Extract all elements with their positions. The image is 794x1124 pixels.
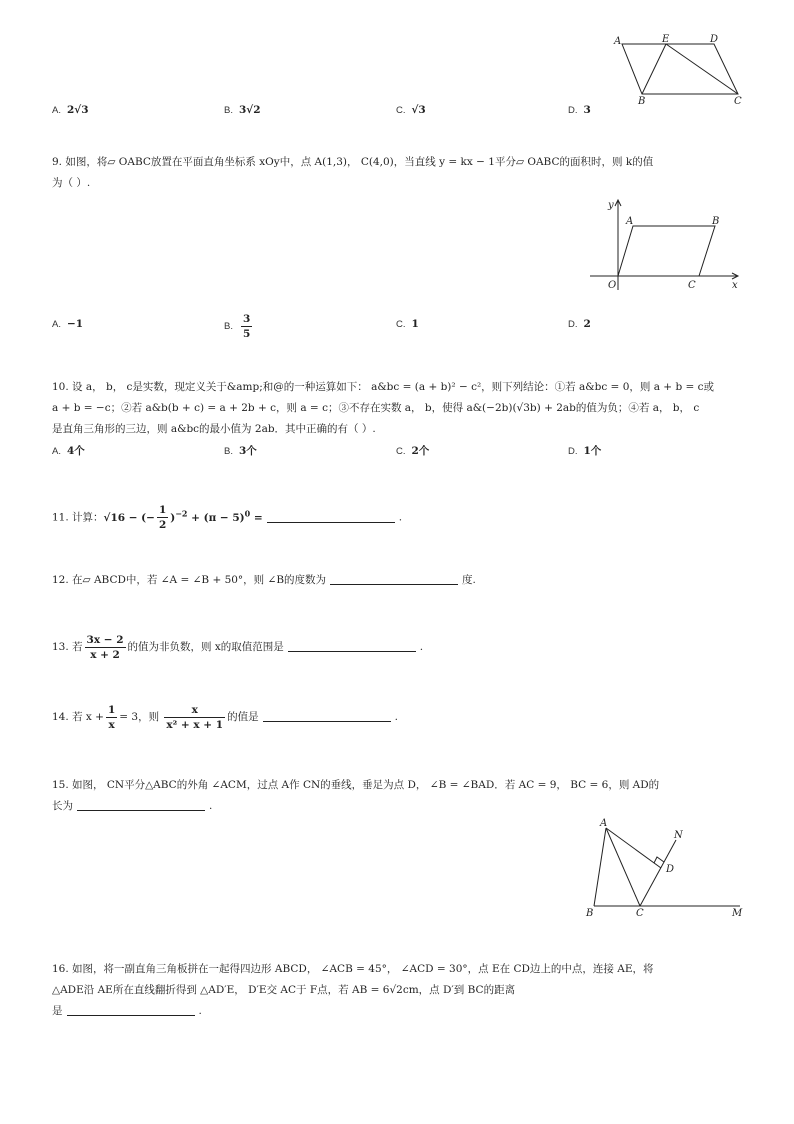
q8-parallelogram-figure — [608, 34, 750, 106]
q15-segment-ab — [594, 828, 606, 906]
q15-label-b: B — [586, 908, 594, 919]
q9-label-x: x — [732, 280, 738, 291]
q8-option-b: B. 3√2 — [224, 104, 261, 116]
q8-label-a: A — [614, 36, 622, 47]
q15-line-2: 长为 . — [52, 800, 213, 812]
q8-option-a: A. 2√3 — [52, 104, 89, 116]
q9-label-y: y — [608, 200, 614, 211]
question-11: 11. 计算：√16 − (− $\frac{1}{2}$ )$^{-2} + (\pi - 5)^0$ = . — [52, 504, 403, 531]
q8-segment-eb — [642, 44, 666, 94]
q9-coordinate-figure — [586, 196, 742, 292]
q8-label-b: B — [638, 96, 646, 106]
q15-label-m: M — [732, 908, 743, 919]
q10-option-c: C. 2个 — [396, 445, 430, 457]
q10-option-b: B. 3个 — [224, 445, 257, 457]
q9-line-1: 9. 如图，将▱ OABC放置在平面直角坐标系 xOy中，点 A(1,3)， C(4,0)，当直线 y = kx − 1平分▱ OABC的面积时，则 k的值 — [52, 156, 654, 168]
q15-label-d: D — [666, 864, 675, 875]
q8-label-e: E — [662, 34, 670, 45]
q10-line-2: a + b = −c；②若 a&b(b + c) = a + 2b + c，则 a = c；③不存在实数 a， b，使得 a&(−2b)(√3b) + 2ab的值为负；④若 a， b， c — [52, 402, 700, 414]
q15-segment-ac — [606, 828, 640, 906]
question-10 — [52, 377, 744, 440]
q9-line-2: 为（ ）. — [52, 177, 91, 189]
q10-line-1: 10. 设 a， b， c是实数，现定义关于&amp;和@的一种运算如下： a&bc = (a + b)² − c²，则下列结论：①若 a&bc = 0，则 a + b = c或 — [52, 381, 715, 393]
q8-label-d: D — [710, 34, 719, 45]
q9-label-o: O — [608, 280, 617, 291]
q16-line-2: △ADE沿 AE所在直线翻折得到 △AD′E， D′E交 AC于 F点，若 AB = 6√2cm，点 D′到 BC的距离 — [52, 984, 516, 996]
q8-option-c: C. √3 — [396, 104, 426, 116]
q10-option-d: D. 1个 — [568, 445, 602, 457]
q15-label-a: A — [600, 818, 608, 829]
q8-label-c: C — [734, 96, 742, 106]
q11-expression: √16 − (− $\frac{1}{2}$ )$^{-2} + (\pi - 5)^0$ = — [103, 504, 263, 531]
q9-option-a: A. −1 — [52, 318, 84, 330]
q9-parallelogram — [618, 226, 715, 276]
q11-answer-blank[interactable] — [267, 510, 395, 523]
q15-line-1: 15. 如图， CN平分△ABC的外角 ∠ACM，过点 A作 CN的垂线，垂足为点 D， ∠B = ∠BAD．若 AC = 9， BC = 6，则 AD的 — [52, 779, 660, 791]
q15-answer-blank[interactable] — [77, 798, 205, 811]
q15-triangle-figure — [580, 816, 746, 920]
q16-line-3: 是 . — [52, 1005, 202, 1017]
q12-answer-blank[interactable] — [330, 572, 458, 585]
q9-option-d: D. 2 — [568, 318, 591, 330]
q15-right-angle-mark — [654, 857, 664, 863]
q10-line-3: 是直角三角形的三边，则 a&bc的最小值为 2ab．其中正确的有（ ）. — [52, 423, 376, 435]
question-14: 14. 若 x + $\frac{1}{x}$ = 3，则 $\frac{x}{\text{x² + x + 1}}$ 的值是 . — [52, 703, 398, 731]
q13-answer-blank[interactable] — [288, 639, 416, 652]
question-12: 12. 在▱ ABCD中，若 ∠A = ∠B + 50°，则 ∠B的度数为 度. — [52, 574, 476, 586]
q15-label-n: N — [674, 830, 683, 841]
q9-label-a: A — [626, 216, 634, 227]
q9-label-b: B — [712, 216, 720, 227]
question-9 — [52, 152, 744, 194]
q8-parallelogram — [622, 44, 738, 94]
q8-option-d: D. 3 — [568, 104, 591, 116]
q16-line-1: 16. 如图，将一副直角三角板拼在一起得四边形 ABCD， ∠ACB = 45°， ∠ACD = 30°，点 E在 CD边上的中点，连接 AE，将 — [52, 963, 654, 975]
q9-option-b: B. $\frac{3}{5}$ — [224, 313, 251, 340]
question-15 — [52, 775, 744, 817]
q16-answer-blank[interactable] — [67, 1003, 195, 1016]
q10-option-a: A. 4个 — [52, 445, 85, 457]
q8-segment-ec — [666, 44, 738, 94]
q15-label-c: C — [636, 908, 644, 919]
q14-answer-blank[interactable] — [263, 709, 391, 722]
question-13: 13. 若 $\frac{3x - 2}{x + 2}$ 的值为非负数，则 x的取值范围是 . — [52, 633, 424, 661]
q9-option-c: C. 1 — [396, 318, 419, 330]
question-16 — [52, 959, 744, 1022]
q9-label-c: C — [688, 280, 696, 291]
